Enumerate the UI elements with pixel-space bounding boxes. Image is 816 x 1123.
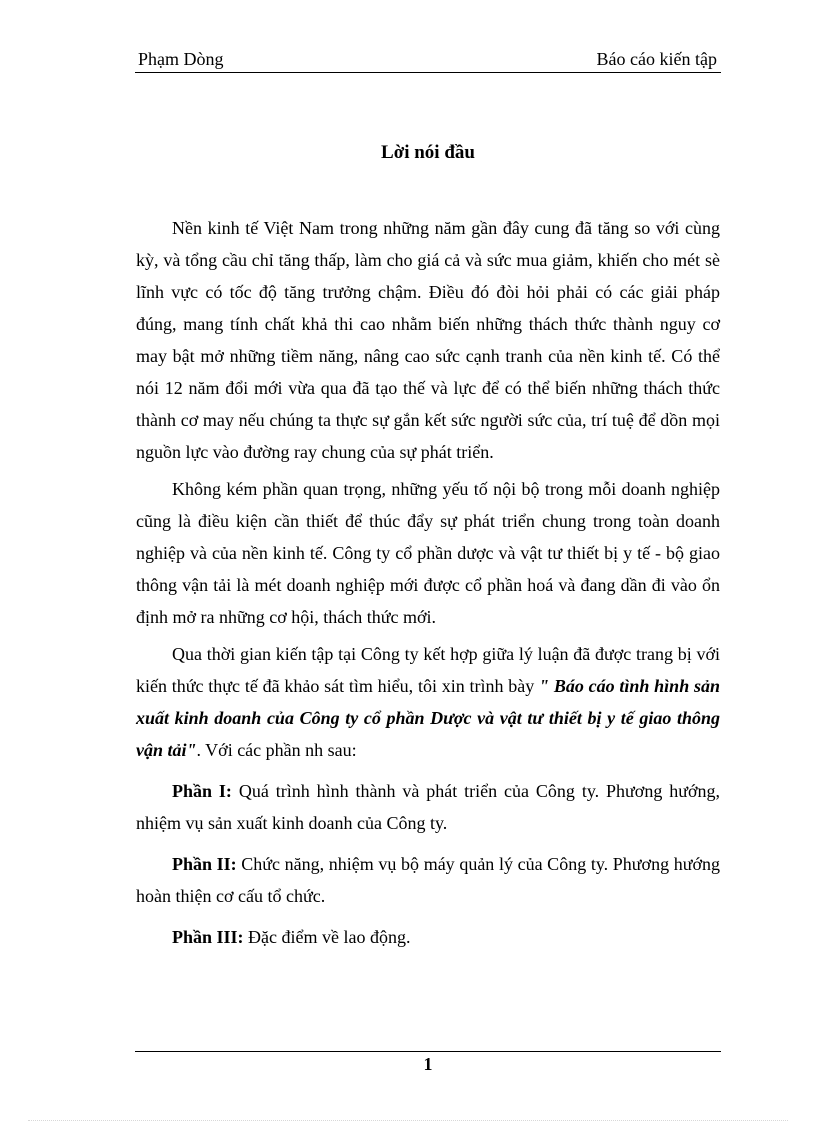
page-title: Lời nói đầu xyxy=(381,142,475,163)
paragraph-3 xyxy=(136,638,720,766)
page-header xyxy=(135,48,721,73)
section-label: Phần II: xyxy=(172,854,237,874)
paragraph-3-end: . Với các phần nh sau: xyxy=(196,740,357,760)
header-author: Phạm Dòng xyxy=(138,49,224,69)
section-text: Quá trình hình thành và phát triển của Công ty. Phương hướng, nhiệm vụ sản xuất kinh doanh của Công ty. xyxy=(136,781,720,833)
document-body xyxy=(136,212,720,958)
section-text: Đặc điểm về lao động. xyxy=(243,927,411,947)
report-title-emphasis: " Báo cáo tình hình sản xuất kinh doanh của Công ty cổ phần Dược và vật tư thiết bị y tế giao thông vận tải" xyxy=(136,676,720,760)
page-footer xyxy=(135,1051,721,1075)
paragraph-2: Không kém phần quan trọng, những yếu tố nội bộ trong mỗi doanh nghiệp cũng là điều kiện cần thiết để thúc đẩy sự phát triển chung trong toàn doanh nghiệp và của nền kinh tế. Công ty cổ phần dược và vật tư thiết bị y tế - bộ giao thông vận tải là mét doanh nghiệp mới được cổ phần hoá và đang dần đi vào ổn định mở ra những cơ hội, thách thức mới. xyxy=(136,479,720,627)
page-number: 1 xyxy=(423,1054,433,1074)
page-bottom-divider xyxy=(28,1120,788,1121)
section-item xyxy=(136,921,720,953)
header-report-type: Báo cáo kiến tập xyxy=(596,49,717,69)
paragraph-1: Nền kinh tế Việt Nam trong những năm gần đây cung đã tăng so với cùng kỳ, và tổng cầu chỉ tăng thấp, làm cho giá cả và sức mua giảm, khiến cho mét sè lĩnh vực có tốc độ tăng trưởng chậm. Điều đó đòi hỏi phải có các giải pháp đúng, mang tính chất khả thi cao nhằm biến những thách thức thành nguy cơ may bật mở những tiềm năng, nâng cao sức cạnh tranh của nền kinh tế. Có thể nói 12 năm đổi mới vừa qua đã tạo thế và lực để có thể biến những thách thức thành cơ may nếu chúng ta thực sự gắn kết sức người sức của, trí tuệ để dồn mọi nguồn lực vào đường ray chung của sự phát triển. xyxy=(136,218,720,462)
section-item xyxy=(136,775,720,839)
section-text: Chức năng, nhiệm vụ bộ máy quản lý của Công ty. Phương hướng hoàn thiện cơ cấu tổ chức. xyxy=(136,854,720,906)
section-label: Phần III: xyxy=(172,927,244,947)
paragraph-3-intro: Qua thời gian kiến tập tại Công ty kết hợp giữa lý luận đã được trang bị với kiến thức thực tế đã khảo sát tìm hiểu, tôi xin trình bày xyxy=(136,644,720,696)
section-label: Phần I: xyxy=(172,781,232,801)
section-item xyxy=(136,848,720,912)
